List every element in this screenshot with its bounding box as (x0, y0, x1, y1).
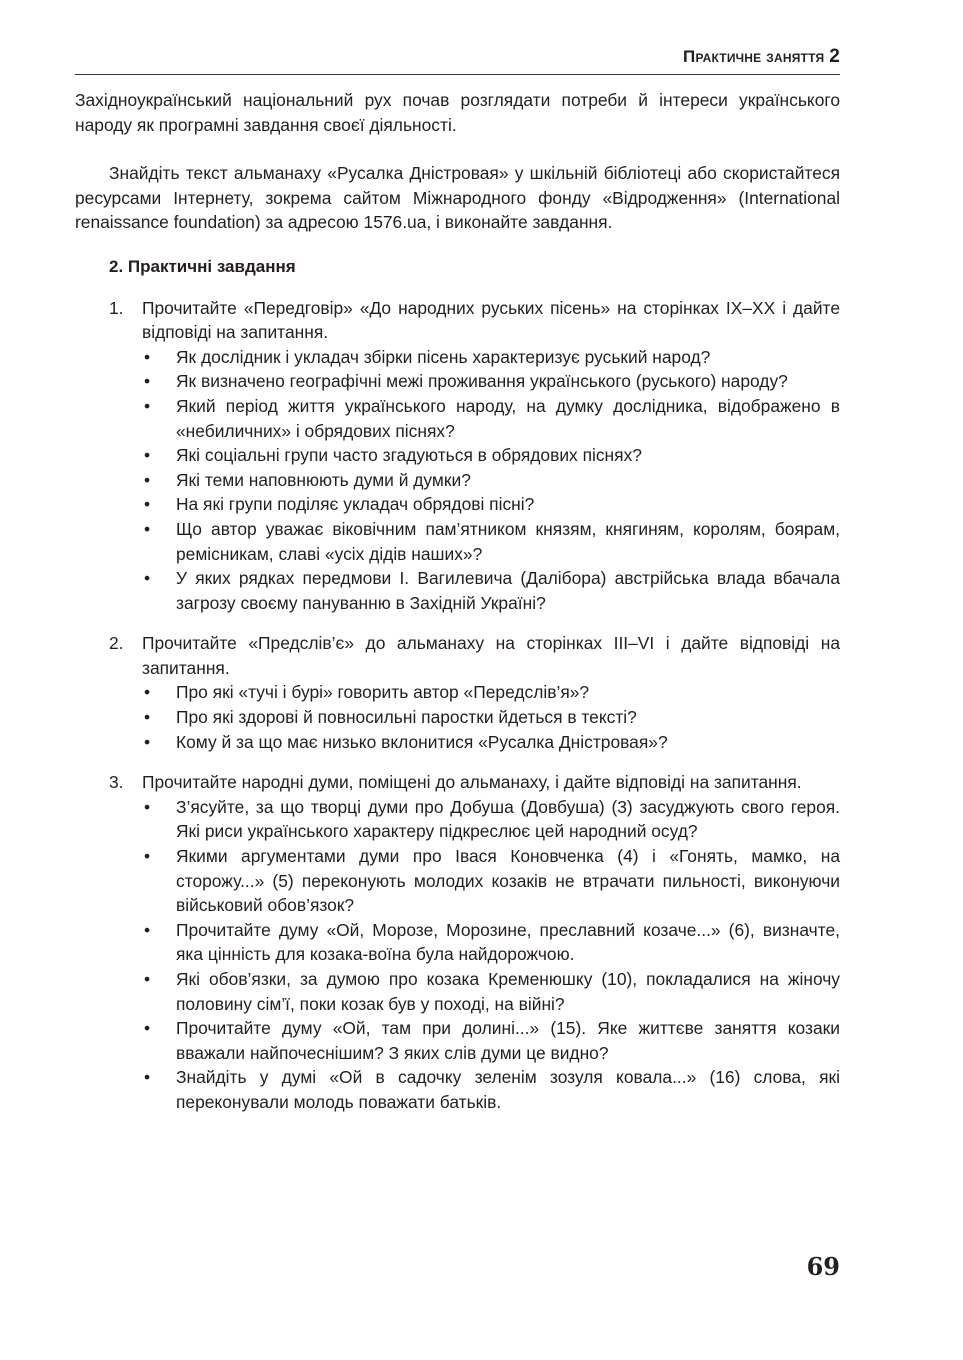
question-item (142, 443, 840, 468)
bullet: • (144, 731, 151, 752)
question-text: Як дослідник і укладач збірки пісень характеризує руський народ? (176, 346, 711, 367)
question-list (142, 795, 840, 1115)
header-title: Практичне заняття (683, 47, 825, 66)
bullet: • (144, 682, 151, 703)
question-item (142, 730, 840, 755)
task-text: Прочитайте «Передговір» «До народних руських пісень» на сторінках IX–XX і дайте відповіді на запитання. (142, 297, 840, 343)
task-number: 2. (109, 633, 124, 654)
question-item (142, 468, 840, 493)
question-text: Які обов’язки, за думою про козака Кременюшку (10), покладалися на жіночу половину сім’ї, поки козак був у поході, на війні? (176, 969, 840, 1014)
task-list (75, 296, 840, 1115)
bullet: • (144, 796, 151, 817)
question-text: Прочитайте думу «Ой, там при долині...» (15). Яке життєве заняття козаки вважали найпочеснішим? З яких слів думи це видно? (176, 1018, 840, 1063)
bullet: • (144, 1067, 151, 1088)
intro-paragraph-2: Знайдіть текст альманаху «Русалка Дністровая» у шкільній бібліотеці або скористайтеся ресурсами Інтернету, зокрема сайтом Міжнародного фонду «Відродження» (International renaissance foundation) за адресою 1576.ua, і виконайте завдання. (75, 163, 840, 233)
bullet: • (144, 445, 151, 466)
question-item (142, 918, 840, 967)
bullet: • (144, 1018, 151, 1039)
question-item (142, 394, 840, 443)
question-text: Знайдіть у думі «Ой в садочку зеленім зозуля ковала...» (16) слова, які переконували молодь поважати батьків. (176, 1067, 840, 1112)
question-item (142, 517, 840, 566)
header-rule (75, 74, 840, 75)
question-text: Що автор уважає віковічним пам’ятником князям, княгиням, королям, боярам, ремісникам, славі «усіх дідів наших»? (176, 518, 840, 564)
bullet: • (144, 469, 151, 490)
question-text: Про які «тучі і бурі» говорить автор «Передслів’я»? (176, 682, 590, 703)
question-text: Прочитайте думу «Ой, Морозе, Морозине, преславний козаче...» (6), визначте, яка цінність для козака-воїна була найдорожчою. (176, 919, 840, 965)
bullet: • (144, 494, 151, 515)
question-list (142, 345, 840, 616)
question-item (142, 795, 840, 844)
question-text: Про які здорові й повносильні паростки йдеться в тексті? (176, 707, 637, 728)
question-text: Як визначено географічні межі проживання українського (руського) народу? (176, 371, 788, 392)
question-item (142, 345, 840, 370)
question-item (142, 705, 840, 730)
running-header (75, 46, 840, 68)
bullet: • (144, 371, 151, 392)
page-body (75, 88, 840, 1131)
question-list (142, 680, 840, 754)
question-item (142, 566, 840, 615)
question-item (142, 1016, 840, 1065)
question-item (142, 967, 840, 1016)
bullet: • (144, 346, 151, 367)
task-item (75, 631, 840, 754)
question-text: На які групи поділяє укладач обрядові пісні? (176, 494, 535, 515)
question-text: Який період життя українського народу, на думку дослідника, відображено в «небиличних» і обрядових піснях? (176, 395, 840, 441)
bullet: • (144, 846, 151, 867)
question-item (142, 492, 840, 517)
bullet: • (144, 568, 151, 589)
question-item (142, 1065, 840, 1114)
task-text: Прочитайте «Предслів’є» до альманаху на сторінках III–VI і дайте відповіді на запитання. (142, 633, 840, 678)
question-text: З’ясуйте, за що творці думи про Добуша (Довбуша) (3) засуджують свого героя. Які риси українського характеру підкреслює цей народний осуд? (176, 796, 840, 842)
question-text: Які теми наповнюють думи й думки? (176, 469, 471, 490)
section-title: 2. Практичні завдання (109, 256, 296, 276)
question-text: Кому й за що має низько вклонитися «Русалка Дністровая»? (176, 731, 668, 752)
intro-paragraph-1: Західноукраїнський національний рух почав розглядати потреби й інтереси українського народу як програмні завдання своєї діяльності. (75, 90, 840, 135)
bullet: • (144, 969, 151, 989)
question-item (142, 680, 840, 705)
bullet: • (144, 919, 151, 940)
task-item (75, 296, 840, 616)
header-number: 2 (829, 46, 840, 67)
question-text: Якими аргументами думи про Івася Коновченка (4) і «Гонять, мамко, на сторожу...» (5) переконують молодих козаків не втрачати пильності, виконуючи військовий обов’язок? (176, 846, 840, 916)
bullet: • (144, 707, 151, 728)
question-text: У яких рядках передмови І. Вагилевича (Далібора) австрійська влада вбачала загрозу своєму пануванню в Західній Україні? (176, 568, 840, 613)
task-number: 1. (109, 297, 124, 318)
bullet: • (144, 395, 151, 416)
task-number: 3. (109, 772, 124, 793)
question-text: Які соціальні групи часто згадуються в обрядових піснях? (176, 445, 642, 466)
task-text: Прочитайте народні думи, поміщені до альманаху, і дайте відповіді на запитання. (142, 772, 802, 793)
page-number: 69 (806, 1252, 840, 1281)
question-item (142, 844, 840, 918)
task-item (75, 770, 840, 1114)
question-item (142, 369, 840, 394)
bullet: • (144, 518, 151, 539)
